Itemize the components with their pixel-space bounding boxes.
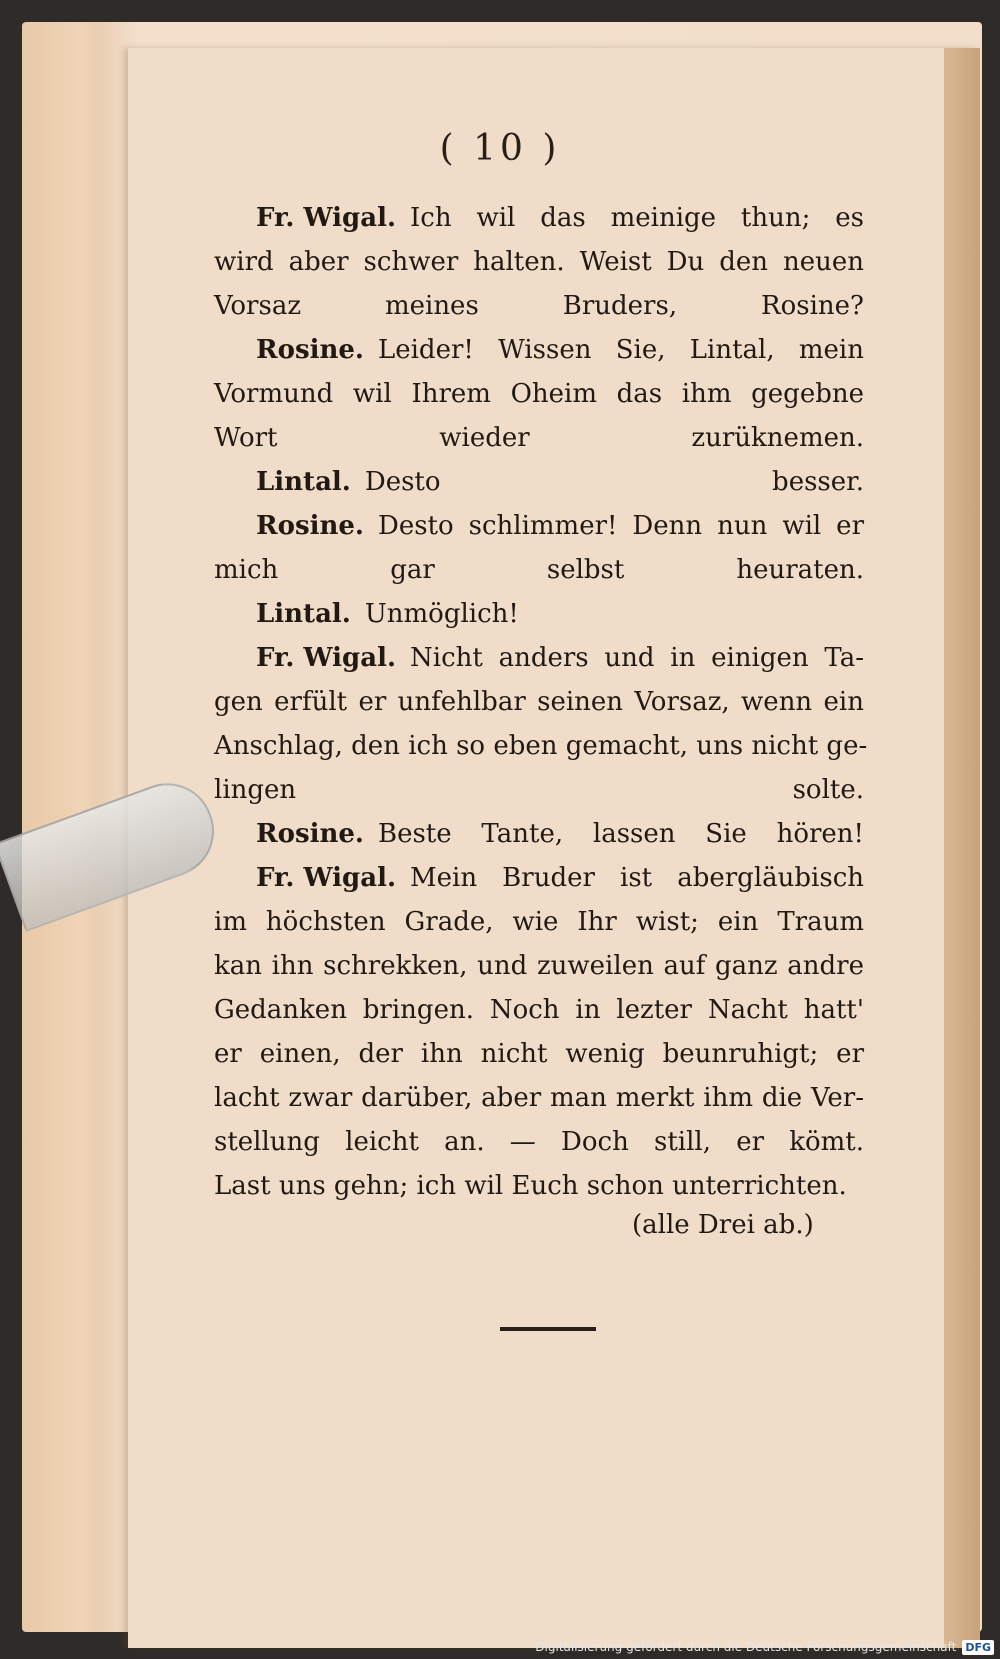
line-text: Vormund wil Ihrem Oheim das ihm gegebne <box>214 379 864 409</box>
speaker-name: Fr. Wigal. <box>256 863 396 893</box>
speaker-name: Fr. Wigal. <box>256 643 396 673</box>
footer-credit <box>535 1635 994 1659</box>
text-line <box>214 680 864 724</box>
text-line <box>214 856 864 900</box>
text-line <box>214 240 864 284</box>
line-text: Mein Bruder ist abergläubisch <box>410 863 864 893</box>
speaker-name: Fr. Wigal. <box>256 203 396 233</box>
line-text: mich gar selbst heuraten. <box>214 555 864 585</box>
text-line <box>214 592 864 636</box>
section-rule <box>500 1327 596 1331</box>
text-line <box>214 284 864 328</box>
text-line <box>214 1164 864 1208</box>
text-line <box>214 944 864 988</box>
line-text: er einen, der ihn nicht wenig beunruhigt; er <box>214 1039 864 1069</box>
text-line <box>214 504 864 548</box>
text-line <box>214 768 864 812</box>
page-edge-shadow <box>944 48 980 1648</box>
text-line <box>214 548 864 592</box>
line-text: lacht zwar darüber, aber man merkt ihm die Ver- <box>214 1083 864 1113</box>
text-line <box>214 1032 864 1076</box>
text-line <box>214 416 864 460</box>
speaker-name: Rosine. <box>256 511 364 541</box>
line-text: im höchsten Grade, wie Ihr wist; ein Traum <box>214 907 864 937</box>
footer-credit-text: Digitalisierung gefördert durch die Deutsche Forschungsgemeinschaft <box>535 1640 957 1654</box>
line-text: Vorsaz meines Bruders, Rosine? <box>214 291 864 321</box>
stage-direction: (alle Drei ab.) <box>632 1210 814 1240</box>
text-line <box>214 636 864 680</box>
text-line <box>214 328 864 372</box>
line-text: Unmöglich! <box>364 599 519 629</box>
speaker-name: Rosine. <box>256 819 364 849</box>
line-text: Ich wil das meinige thun; es <box>410 203 864 233</box>
line-text: Desto besser. <box>364 467 864 497</box>
line-text: gen erfült er unfehlbar seinen Vorsaz, wenn ein <box>214 687 864 717</box>
line-text: Wort wieder zurüknemen. <box>214 423 864 453</box>
text-line <box>214 1076 864 1120</box>
dfg-logo: DFG <box>962 1640 994 1655</box>
page-number: ( 10 ) <box>439 128 561 169</box>
line-text: Beste Tante, lassen Sie hören! <box>377 819 864 849</box>
page-text <box>214 196 868 1208</box>
line-text: Nicht anders und in einigen Ta- <box>410 643 864 673</box>
line-text: wird aber schwer halten. Weist Du den neuen <box>214 247 864 277</box>
line-text: Last uns gehn; ich wil Euch schon unterrichten. <box>214 1171 847 1201</box>
line-text: kan ihn schrekken, und zuweilen auf ganz andre <box>214 951 864 981</box>
text-line <box>214 372 864 416</box>
line-text: Gedanken bringen. Noch in lezter Nacht hatt' <box>214 995 864 1025</box>
line-text: Leider! Wissen Sie, Lintal, mein <box>377 335 864 365</box>
text-line <box>214 196 864 240</box>
speaker-name: Rosine. <box>256 335 364 365</box>
speaker-name: Lintal. <box>256 599 351 629</box>
text-line <box>214 724 868 768</box>
text-line <box>214 988 864 1032</box>
text-line <box>214 812 864 856</box>
text-line <box>214 1120 864 1164</box>
text-line <box>214 460 864 504</box>
line-text: lingen solte. <box>214 775 864 805</box>
line-text: Desto schlimmer! Denn nun wil er <box>377 511 864 541</box>
speaker-name: Lintal. <box>256 467 351 497</box>
text-line <box>214 900 864 944</box>
line-text: Anschlag, den ich so eben gemacht, uns nicht ge- <box>214 731 868 761</box>
line-text: stellung leicht an. — Doch still, er kömt. <box>214 1127 864 1157</box>
